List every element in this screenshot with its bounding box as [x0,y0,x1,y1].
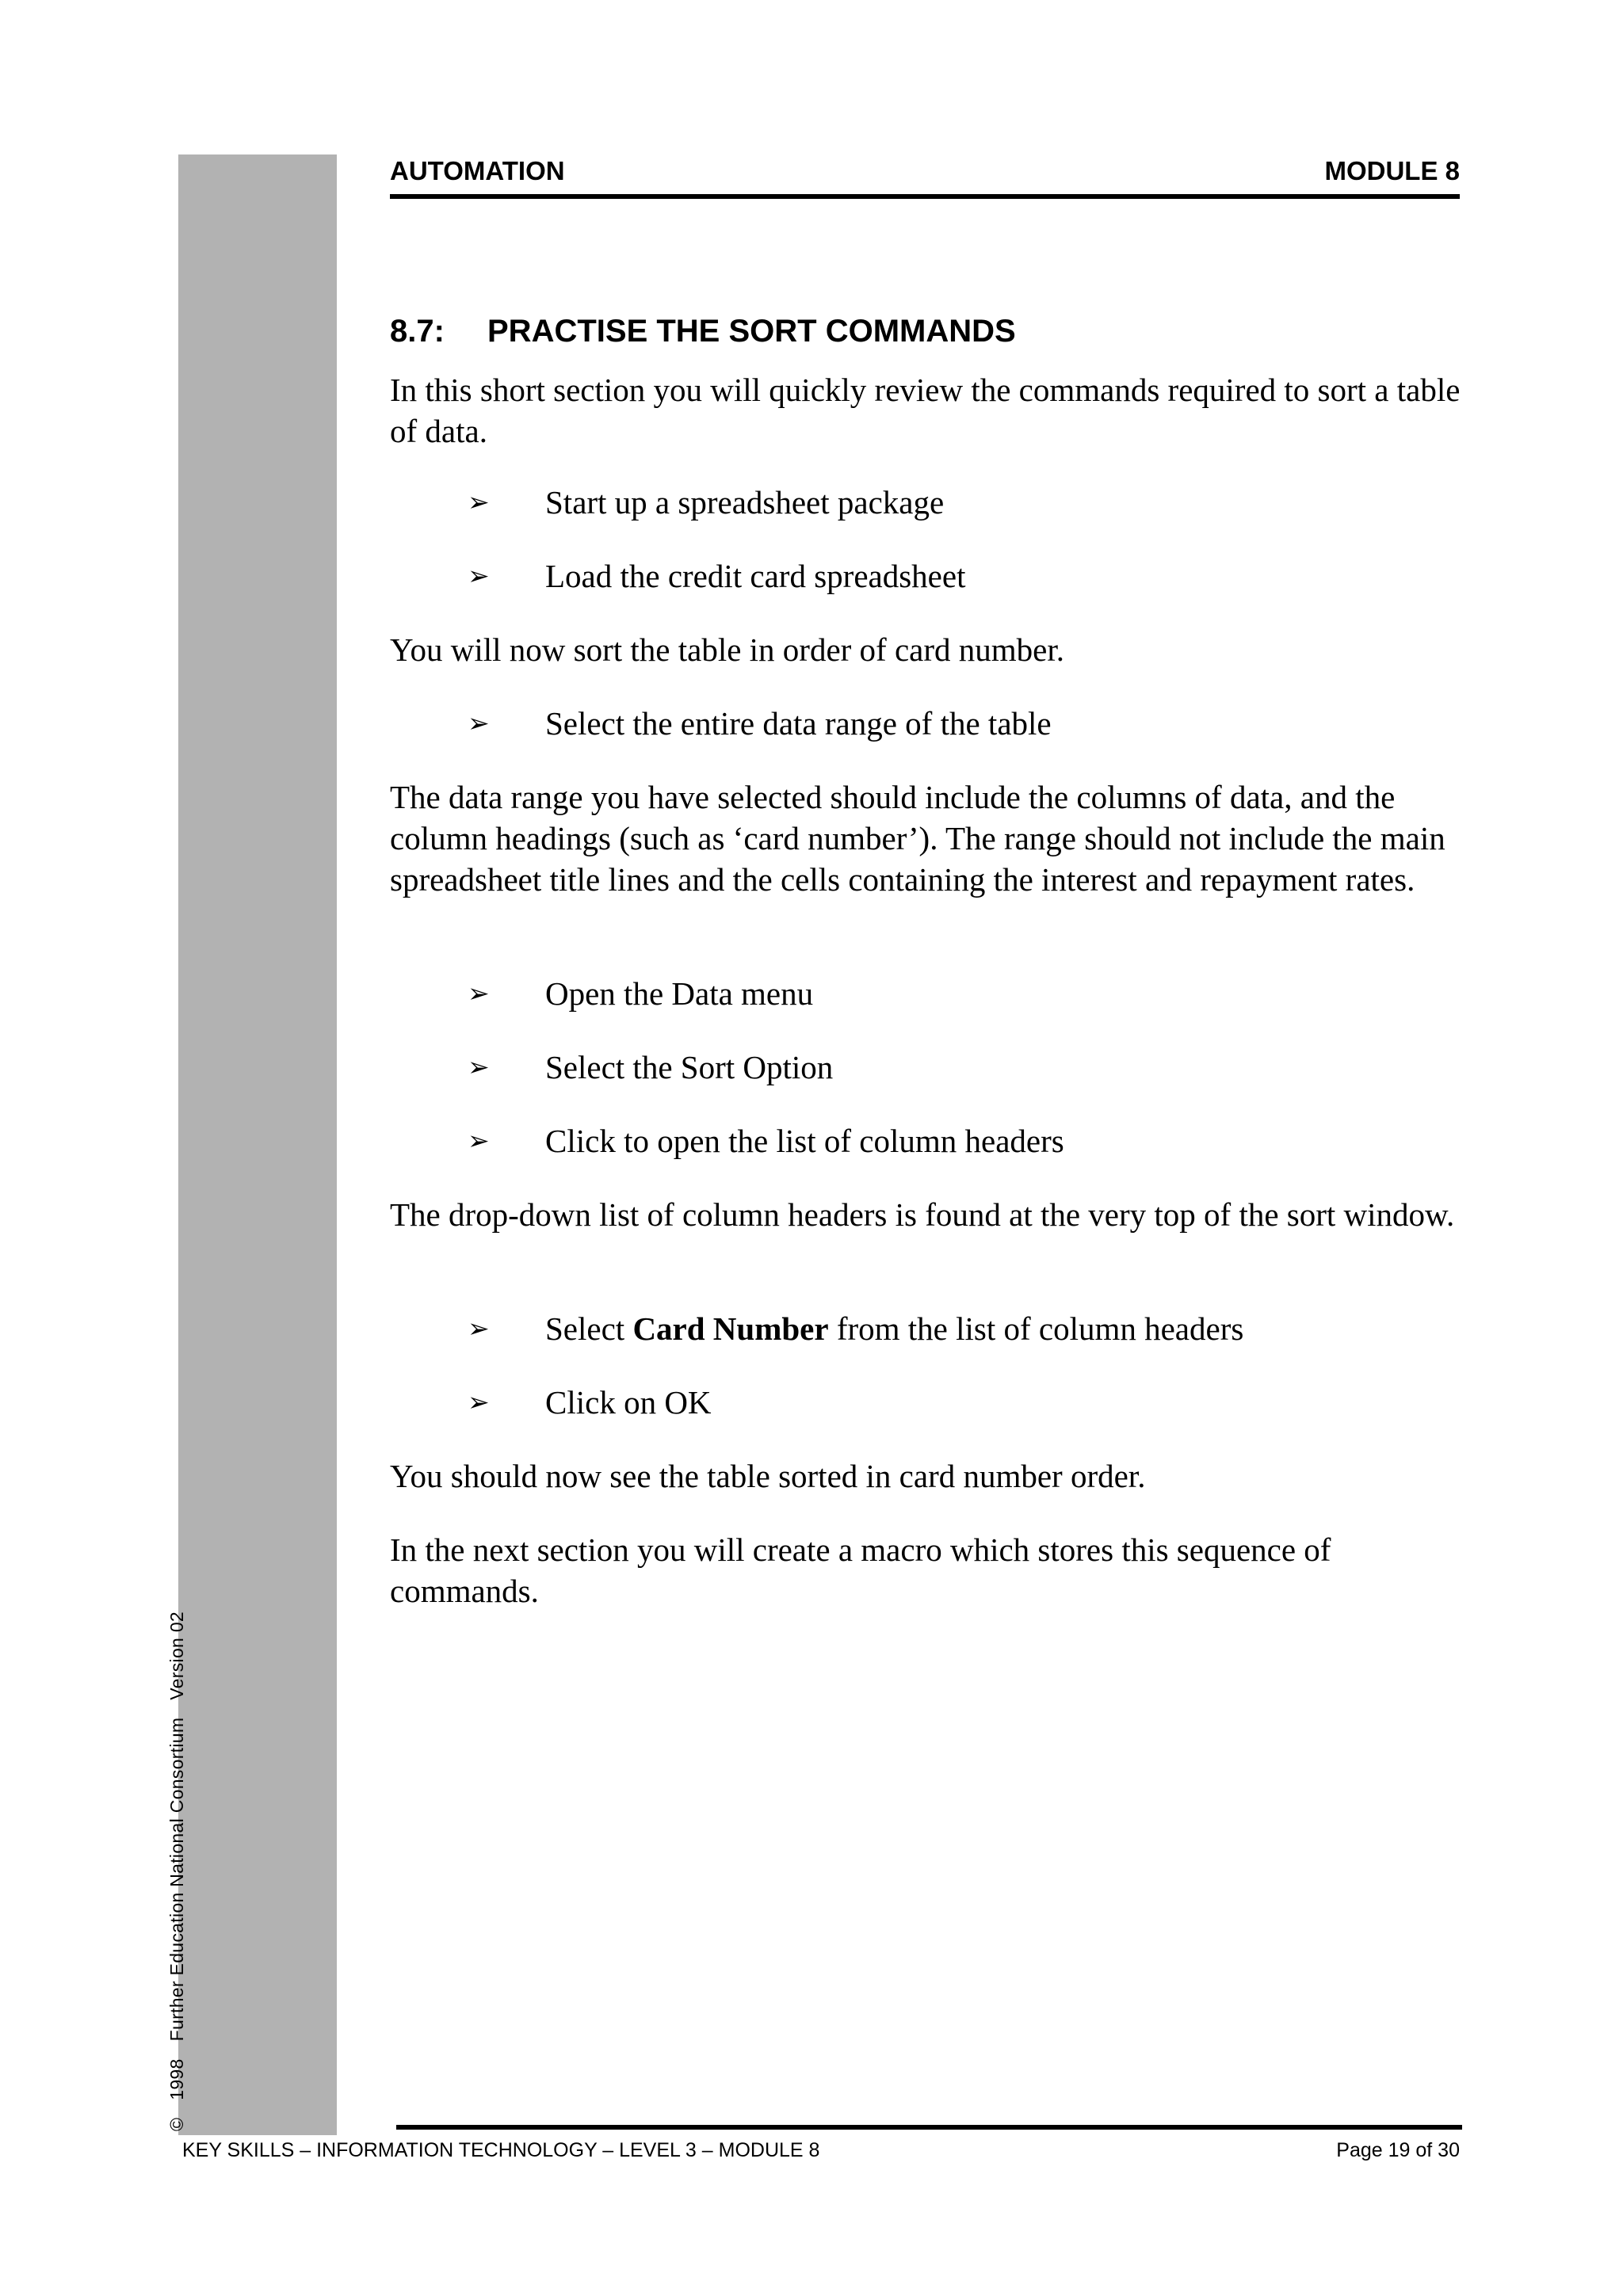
copyright-symbol: © [166,2117,187,2131]
footer-page-number: Page 19 of 30 [1336,2139,1460,2161]
arrow-bullet-icon: ➢ [468,560,490,591]
arrow-bullet-icon: ➢ [468,1051,490,1082]
intro-paragraph: In this short section you will quickly review the commands required to sort a table of data. [390,372,1461,449]
bullet-text: Load the credit card spreadsheet [545,558,966,594]
arrow-bullet-icon: ➢ [468,978,490,1009]
bullet-text: Click on OK [545,1384,712,1421]
copyright-year: 1998 [166,2058,187,2100]
footer-course: KEY SKILLS – INFORMATION TECHNOLOGY – LEVEL 3 – MODULE 8 [182,2139,820,2161]
paragraph: You should now see the table sorted in card number order. [390,1458,1146,1494]
header-title: AUTOMATION [390,156,565,185]
sidebar-copyright-text [166,1594,188,2131]
arrow-bullet-icon: ➢ [468,486,490,517]
bullet-text: Select the entire data range of the table [545,705,1052,742]
paragraph: You will now sort the table in order of card number. [390,631,1064,668]
header-module: MODULE 8 [1324,156,1460,185]
sidebar-band [178,154,337,2135]
bullet-text: Select the Sort Option [545,1049,834,1085]
paragraph: In the next section you will create a macro which stores this sequence of commands. [390,1531,1331,1609]
footer-divider [396,2125,1462,2130]
paragraph: The data range you have selected should include the columns of data, and the column headings (such as ‘card number’). The range should not include the main spreadsheet title lines and the cells containing the interest and repayment rates. [390,779,1445,898]
bullet-text-post: from the list of column headers [828,1310,1244,1347]
arrow-bullet-icon: ➢ [468,707,490,738]
arrow-bullet-icon: ➢ [468,1125,490,1156]
bullet-text: Click to open the list of column headers [545,1123,1064,1159]
version-label: Version 02 [166,1611,187,1700]
bullet-text: Open the Data menu [545,975,814,1012]
header-divider [390,194,1460,199]
section-title: PRACTISE THE SORT COMMANDS [487,314,1016,349]
arrow-bullet-icon: ➢ [468,1313,490,1344]
bullet-text: Start up a spreadsheet package [545,484,945,521]
section-heading [390,314,1016,349]
arrow-bullet-icon: ➢ [468,1386,490,1417]
section-number: 8.7: [390,314,445,349]
bullet-text-pre: Select [545,1310,633,1347]
bullet-text [545,1308,1243,1349]
paragraph: The drop-down list of column headers is found at the very top of the sort window. [390,1196,1455,1233]
bullet-text-bold: Card Number [632,1310,829,1347]
copyright-org: Further Education National Consortium [166,1717,187,2042]
